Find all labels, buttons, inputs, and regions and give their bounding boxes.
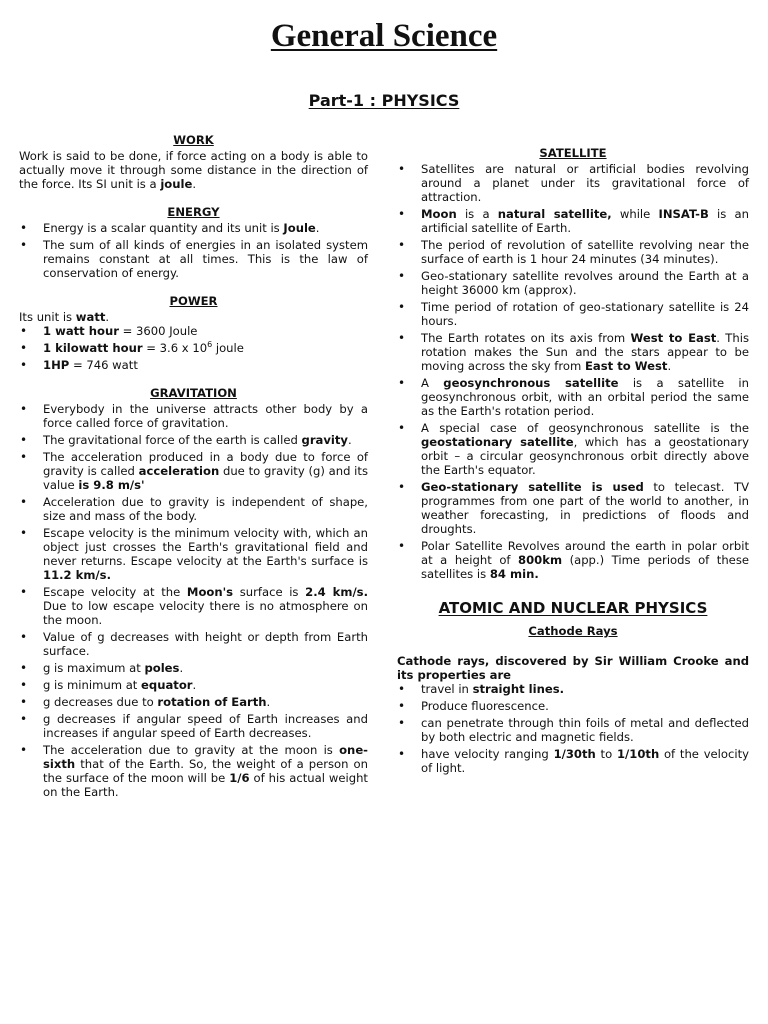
part-title: Part-1 : PHYSICS bbox=[308, 91, 460, 110]
list-item: • The sum of all kinds of energies in an isolated system remains constant at all times. This is the law of conservation of energy. bbox=[19, 238, 368, 280]
page-title: General Science bbox=[270, 18, 498, 54]
energy-heading: ENERGY bbox=[167, 205, 220, 219]
list-item: • can penetrate through thin foils of metal and deflected by both electric and magnetic fields. bbox=[397, 716, 749, 744]
list-item: • Value of g decreases with height or depth from Earth surface. bbox=[19, 630, 368, 658]
list-item: • Polar Satellite Revolves around the earth in polar orbit at a height of 800km (app.) Time periods of these satellites is 84 min. bbox=[397, 539, 749, 581]
work-text: Work is said to be done, if force acting on a body is able to actually move it through some distance in the direction of the force. Its SI unit is a joule. bbox=[19, 149, 368, 191]
cathode-rays-list bbox=[397, 682, 749, 775]
list-item: • 1HP = 746 watt bbox=[19, 358, 368, 372]
gravitation-list bbox=[19, 402, 368, 799]
list-item: • travel in straight lines. bbox=[397, 682, 749, 696]
power-intro: Its unit is watt. bbox=[19, 310, 110, 324]
energy-list bbox=[19, 221, 368, 280]
list-item: • g is minimum at equator. bbox=[19, 678, 368, 692]
list-item: • g decreases due to rotation of Earth. bbox=[19, 695, 368, 709]
list-item: • Acceleration due to gravity is independent of shape, size and mass of the body. bbox=[19, 495, 368, 523]
list-item: • A special case of geosynchronous satellite is the geostationary satellite, which has a geostationary orbit – a circular geosynchronous orbit directly above the Earth's equator. bbox=[397, 421, 749, 477]
list-item: • The acceleration due to gravity at the moon is one-sixth that of the Earth. So, the weight of a person on the surface of the moon will be 1/6 of his actual weight on the Earth. bbox=[19, 743, 368, 799]
list-item: • Escape velocity at the Moon's surface is 2.4 km/s. Due to low escape velocity there is no atmosphere on the moon. bbox=[19, 585, 368, 627]
list-item: • 1 kilowatt hour = 3.6 x $10^6$ joule bbox=[19, 341, 368, 355]
list-item: • have velocity ranging 1/30th to 1/10th of the velocity of light. bbox=[397, 747, 749, 775]
work-heading: WORK bbox=[173, 133, 214, 147]
list-item: • Energy is a scalar quantity and its unit is Joule. bbox=[19, 221, 368, 235]
list-item: • Everybody in the universe attracts other body by a force called force of gravitation. bbox=[19, 402, 368, 430]
list-item: • Moon is a natural satellite, while INSAT-B is an artificial satellite of Earth. bbox=[397, 207, 749, 235]
atomic-heading: ATOMIC AND NUCLEAR PHYSICS bbox=[438, 599, 708, 617]
satellite-list bbox=[397, 162, 749, 581]
list-item: • A geosynchronous satellite is a satellite in geosynchronous orbit, with an orbital period the same as the Earth's rotation period. bbox=[397, 376, 749, 418]
power-heading: POWER bbox=[169, 294, 218, 308]
list-item: • The acceleration produced in a body due to force of gravity is called acceleration due to gravity (g) and its value is 9.8 m/s' bbox=[19, 450, 368, 492]
list-item: • Geo-stationary satellite is used to telecast. TV programmes from one part of the world to another, in weather forecasting, in predictions of floods and droughts. bbox=[397, 480, 749, 536]
list-item: • Time period of rotation of geo-stationary satellite is 24 hours. bbox=[397, 300, 749, 328]
right-column bbox=[397, 146, 749, 778]
list-item: • 1 watt hour = 3600 Joule bbox=[19, 324, 368, 338]
cathode-rays-intro: Cathode rays, discovered by Sir William Crooke and its properties are bbox=[397, 654, 749, 682]
list-item: • Produce fluorescence. bbox=[397, 699, 749, 713]
list-item: • g decreases if angular speed of Earth increases and increases if angular speed of Earth decreases. bbox=[19, 712, 368, 740]
list-item: • The gravitational force of the earth is called gravity. bbox=[19, 433, 368, 447]
cathode-rays-heading: Cathode Rays bbox=[528, 624, 618, 638]
list-item: • Satellites are natural or artificial bodies revolving around a planet under its gravitational force of attraction. bbox=[397, 162, 749, 204]
satellite-heading: SATELLITE bbox=[539, 146, 607, 160]
list-item: • The Earth rotates on its axis from West to East. This rotation makes the Sun and the stars appear to be moving across the sky from East to West. bbox=[397, 331, 749, 373]
power-list bbox=[19, 324, 368, 372]
gravitation-heading: GRAVITATION bbox=[150, 386, 237, 400]
left-column bbox=[19, 133, 368, 802]
list-item: • Geo-stationary satellite revolves around the Earth at a height 36000 km (approx). bbox=[397, 269, 749, 297]
list-item: • Escape velocity is the minimum velocity with, which an object just crosses the Earth's gravitational field and never returns. Escape velocity at the Earth's surface is 11.2 km/s. bbox=[19, 526, 368, 582]
list-item: • g is maximum at poles. bbox=[19, 661, 368, 675]
list-item: • The period of revolution of satellite revolving near the surface of earth is 1 hour 24 minutes (34 minutes). bbox=[397, 238, 749, 266]
